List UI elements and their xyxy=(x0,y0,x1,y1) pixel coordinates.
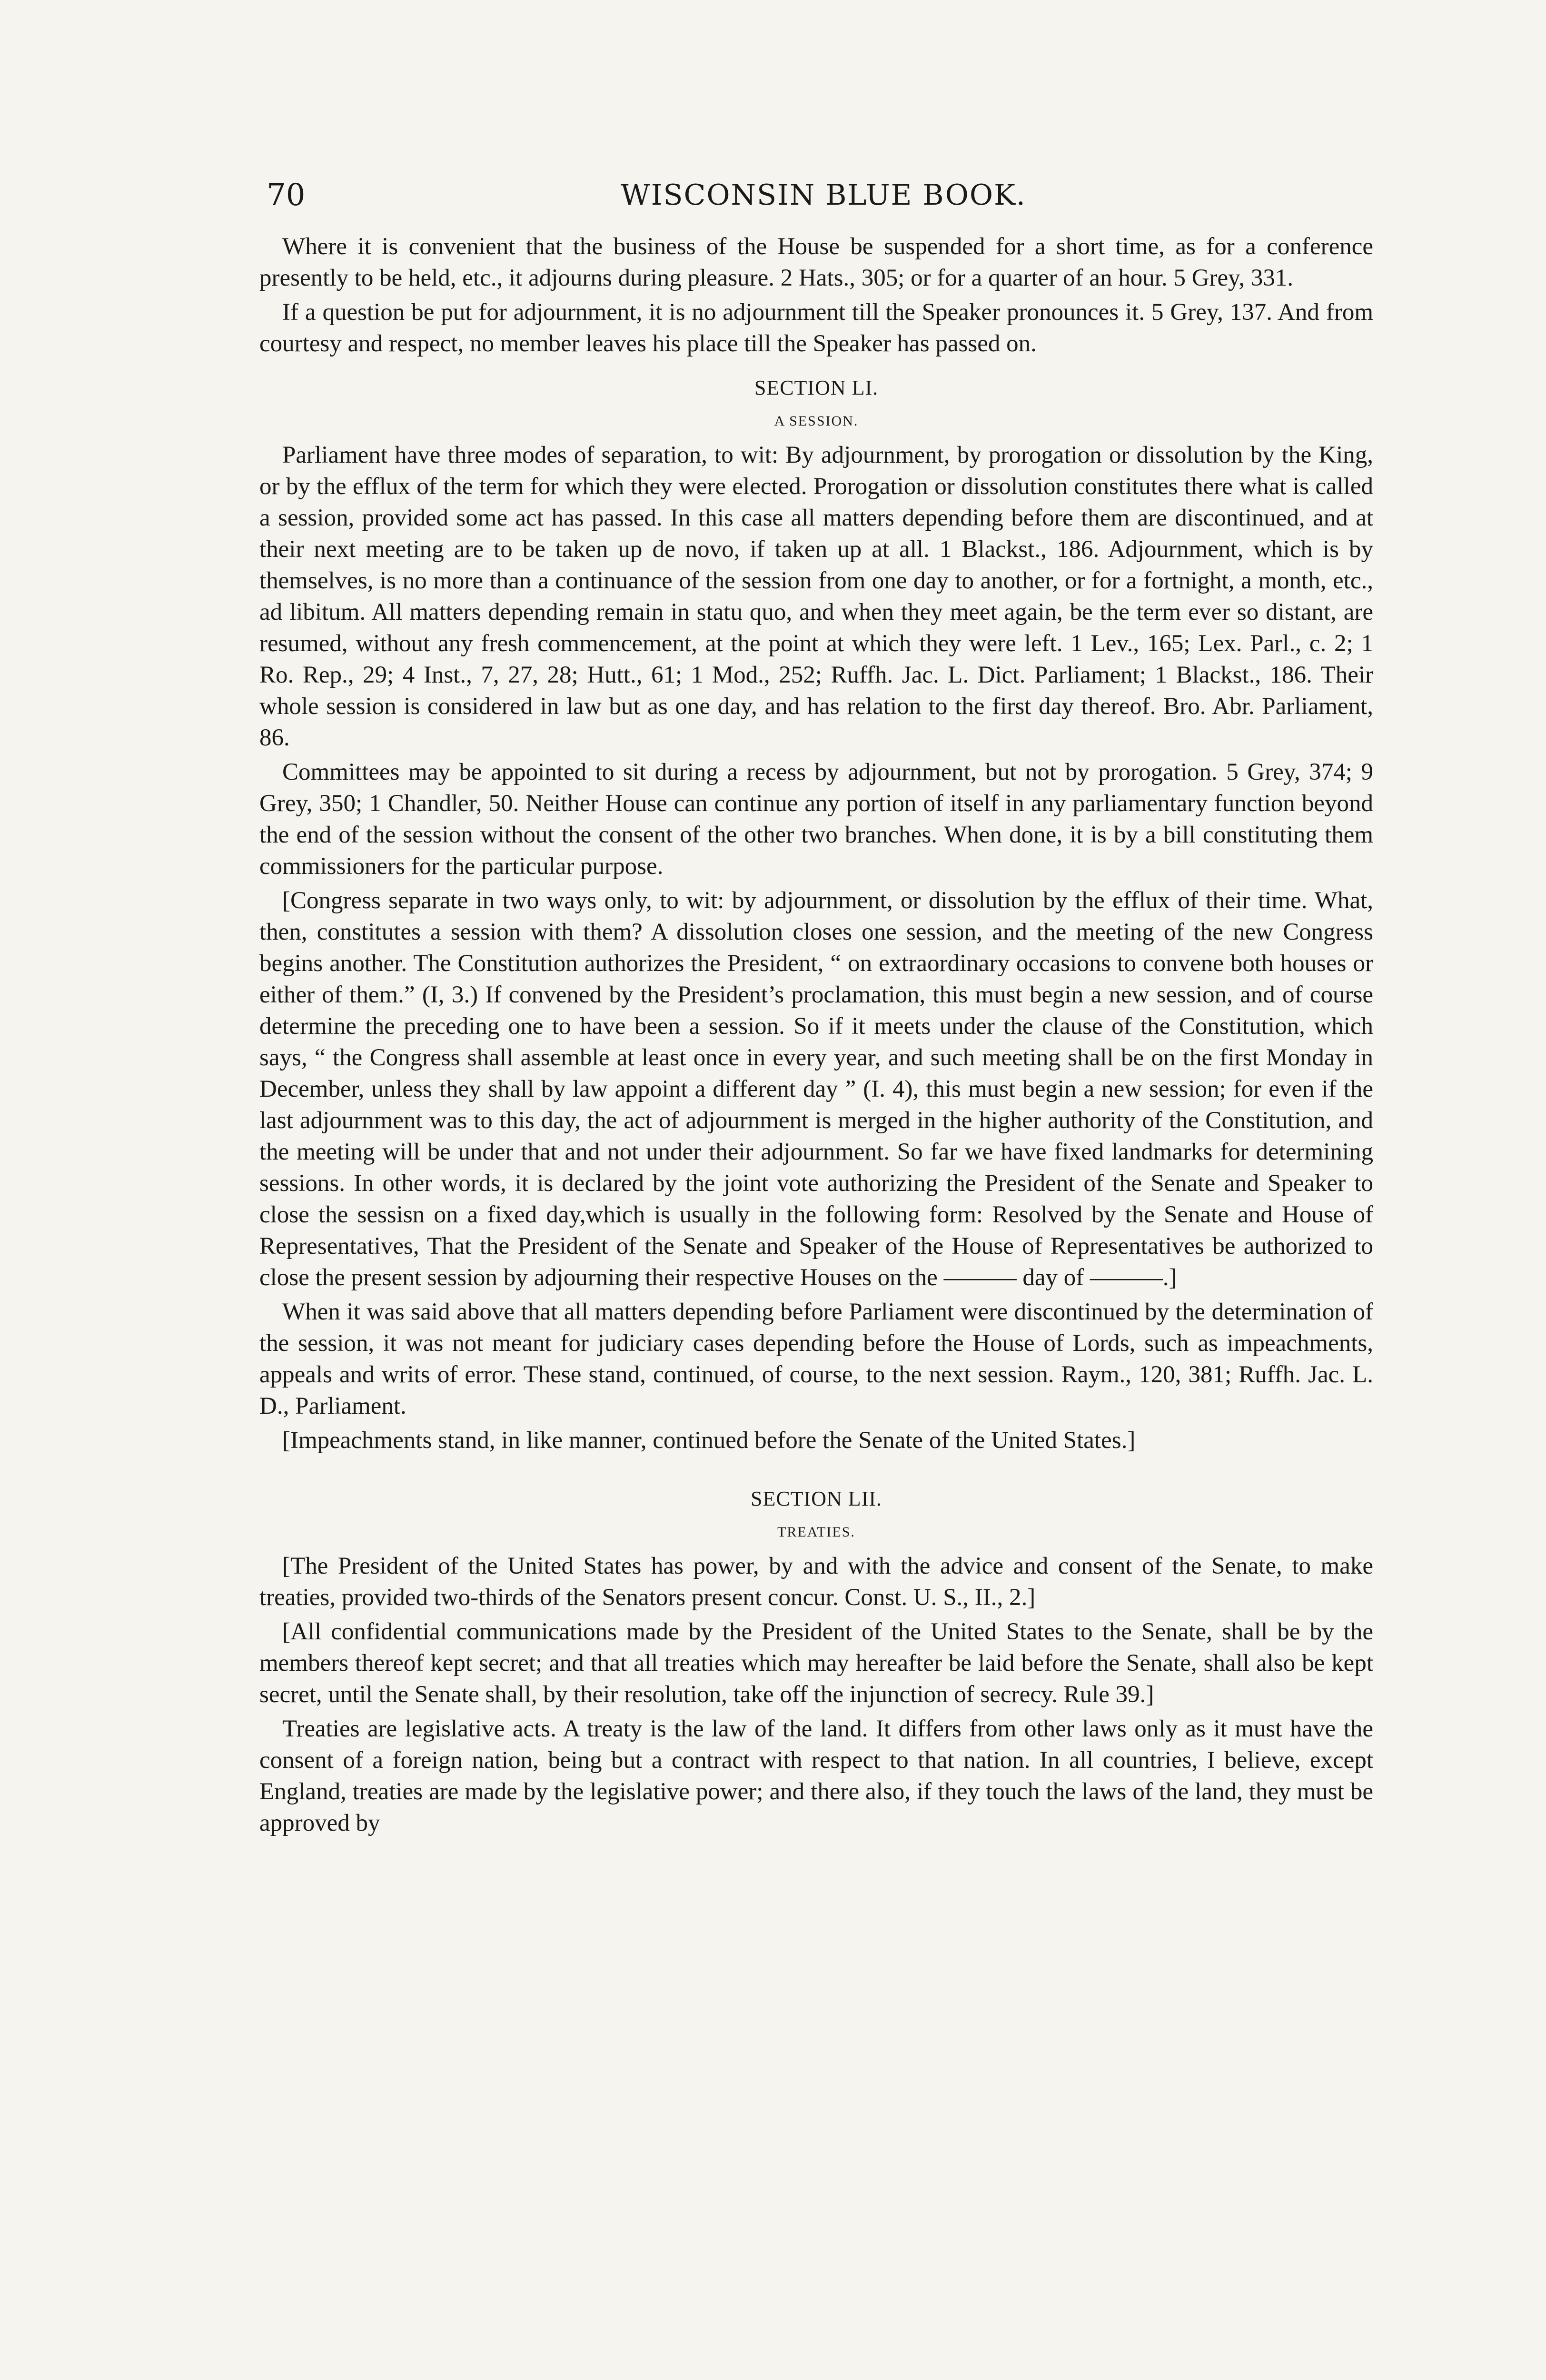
paragraph: Parliament have three modes of separation, to wit: By adjournment, by prorogation or dissolution by the King, or by the efflux of the term for which they were elected. Prorogation or dissolution constitutes there what is called a session, provided some act has passed. In this case all matters depending before them are discontinued, and at their next meeting are to be taken up de novo, if taken up at all. 1 Blackst., 186. Adjournment, which is by themselves, is no more than a continuance of the session from one day to another, or for a fortnight, a month, etc., ad libitum. All matters depending remain in statu quo, and when they meet again, be the term ever so distant, are resumed, without any fresh commencement, at the point at which they were left. 1 Lev., 165; Lex. Parl., c. 2; 1 Ro. Rep., 29; 4 Inst., 7, 27, 28; Hutt., 61; 1 Mod., 252; Ruffh. Jac. L. Dict. Parliament; 1 Blackst., 186. Their whole session is considered in law but as one day, and has relation to the first day thereof. Bro. Abr. Parliament, 86. xyxy=(259,442,1373,751)
paragraph: Treaties are legislative acts. A treaty is the law of the land. It differs from other laws only as it must have the consent of a foreign nation, being but a contract with respect to that nation. In all countries, I believe, except England, treaties are made by the legislative power; and there also, if they touch the laws of the land, they must be approved by xyxy=(259,1716,1373,1836)
section-subtitle-51: A SESSION. xyxy=(774,413,859,429)
paragraph: [The President of the United States has power, by and with the advice and consent of the Senate, to make treaties, provided two-thirds of the Senators present concur. Const. U. S., II., 2.] xyxy=(259,1553,1373,1611)
body-text xyxy=(259,231,1373,1842)
section-title-52: SECTION LII. xyxy=(751,1487,882,1510)
paragraph: When it was said above that all matters depending before Parliament were discontinued by the determination of the session, it was not meant for judiciary cases depending before the House of Lords, such as impeachments, appeals and writs of error. These stand, continued, of course, to the next session. Raym., 120, 381; Ruffh. Jac. L. D., Parliament. xyxy=(259,1299,1373,1419)
page-header xyxy=(267,174,1380,217)
paragraph: Committees may be appointed to sit during a recess by adjournment, but not by prorogation. 5 Grey, 374; 9 Grey, 350; 1 Chandler, 50. Neither House can continue any portion of itself in any parliamentary function beyond the end of the session without the consent of the other two branches. When done, it is by a bill constituting them commissioners for the particular purpose. xyxy=(259,759,1373,880)
paragraph: [All confidential communications made by the President of the United States to the Senate, shall be by the members thereof kept secret; and that all treaties which may hereafter be laid before the Senate, shall also be kept secret, until the Senate shall, by their resolution, take off the injunction of secrecy. Rule 39.] xyxy=(259,1618,1373,1708)
paragraph: [Congress separate in two ways only, to wit: by adjournment, or dissolution by the efflux of their time. What, then, constitutes a session with them? A dissolution closes one session, and the meeting of the new Congress begins another. The Constitution authorizes the President, “ on extraordinary occasions to convene both houses or either of them.” (I, 3.) If convened by the President’s proclamation, this must begin a new session, and of course determine the preceding one to have been a session. So if it meets under the clause of the Constitution, which says, “ the Congress shall assemble at least once in every year, and such meeting shall be on the first Monday in December, unless they shall by law appoint a different day ” (I. 4), this must begin a new session; for even if the last adjournment was to this day, the act of adjournment is merged in the higher authority of the Constitution, and the meeting will be under that and not under their adjournment. So far we have fixed landmarks for determining sessions. In other words, it is declared by the joint vote authorizing the President of the Senate and Speaker to close the sessisn on a fixed day,which is usually in the following form: Resolved by the Senate and House of Representatives, That the President of the Senate and Speaker of the House of Representatives be authorized to close the present session by adjourning their respective Houses on the ——— day of ———.] xyxy=(259,887,1373,1291)
paragraph: [Impeachments stand, in like manner, continued before the Senate of the United States.] xyxy=(282,1427,1136,1454)
page-number: 70 xyxy=(267,178,306,213)
running-title: WISCONSIN BLUE BOOK. xyxy=(620,178,1027,212)
paragraph: Where it is convenient that the business of the House be suspended for a short time, as for a conference presently to be held, etc., it adjourns during pleasure. 2 Hats., 305; or for a quarter of an hour. 5 Grey, 331. xyxy=(259,233,1373,291)
section-title-51: SECTION LI. xyxy=(754,376,879,399)
section-subtitle-52: TREATIES. xyxy=(777,1524,855,1540)
paragraph: If a question be put for adjournment, it is no adjournment till the Speaker pronounces it. 5 Grey, 137. And from courtesy and respect, no member leaves his place till the Speaker has passed on. xyxy=(259,299,1373,357)
